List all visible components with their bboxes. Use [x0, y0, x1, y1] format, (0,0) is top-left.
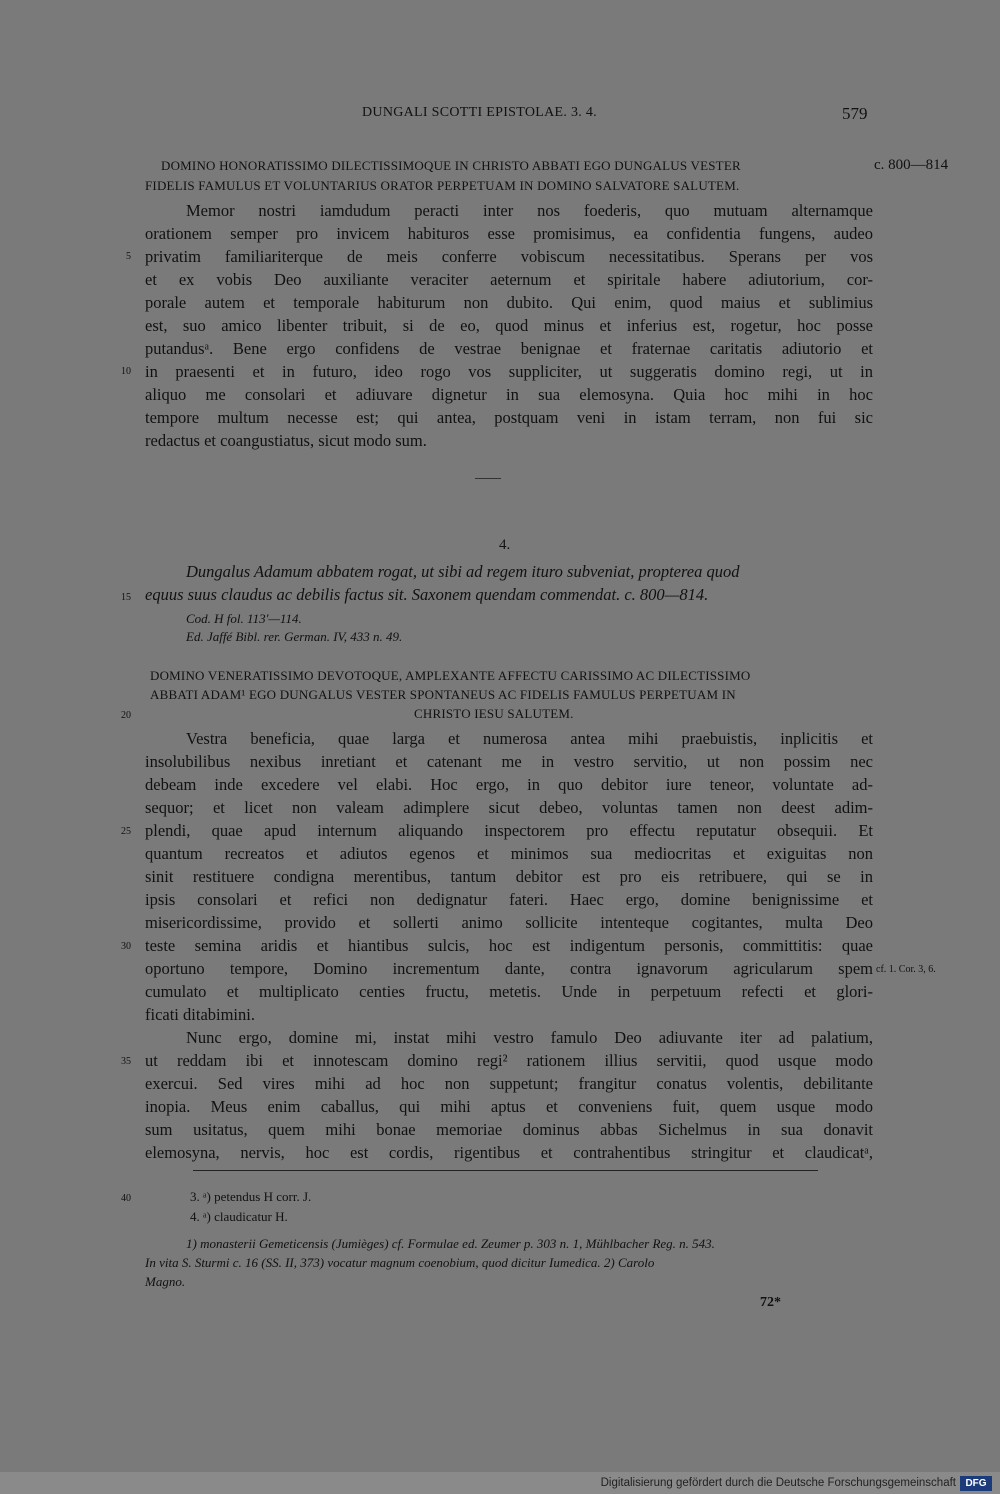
line-number: 30 [121, 941, 131, 952]
footnote-line-2: In vita S. Sturmi c. 16 (SS. II, 373) vocatur magnum coenobium, quod dicitur Iumedica. 2) Carolo [145, 1255, 655, 1270]
letter-number: 4. [499, 537, 511, 553]
footnote-rule [193, 1170, 818, 1171]
signature-mark: 72* [760, 1295, 781, 1310]
source-edition: Ed. Jaffé Bibl. rer. German. IV, 433 n. 49. [186, 629, 403, 644]
footnote-line-1: 1) monasterii Gemeticensis (Jumièges) cf. Formulae ed. Zeumer p. 303 n. 1, Mühlbacher Reg. n. 543. [186, 1236, 715, 1251]
line-number: 35 [121, 1056, 131, 1067]
letter3-address-line-2: FIDELIS FAMULUS ET VOLUNTARIUS ORATOR PERPETUAM IN DOMINO SALVATORE SALUTEM. [145, 178, 740, 193]
letter4-address-line-3: CHRISTO IESU SALUTEM. [414, 706, 574, 721]
letter4-line-15: ut reddam ibi et innotescam domino regi² rationem illius servitii, quod usque modo [145, 1051, 873, 1070]
line-number: 25 [121, 826, 131, 837]
letter4-line-16: exercui. Sed vires mihi ad hoc non suppetunt; frangitur conatus volentis, debilitante [145, 1074, 873, 1093]
letter3-line-3: privatim familiariterque de meis conferre vobiscum necessitatibus. Sperans per vos [145, 247, 873, 266]
letter3-line-1: Memor nostri iamdudum peracti inter nos foederis, quo mutuam alternamque [186, 201, 873, 220]
letter3-line-9: aliquo me consolari et adiuvare dignetur in sua elemosyna. Quia hoc mihi in hoc [145, 385, 873, 404]
letter4-line-17: inopia. Meus enim caballus, qui mihi aptus et conveniens fuit, quem usque modo [145, 1097, 873, 1116]
letter4-line-12: cumulato et multiplicato centies fructu, metetis. Unde in perpetuum refecti et glori- [145, 982, 873, 1001]
line-number: 10 [121, 366, 131, 377]
footer-credit: Digitalisierung gefördert durch die Deutsche Forschungsgemeinschaft [600, 1477, 956, 1489]
letter4-address-line-1: DOMINO VENERATISSIMO DEVOTOQUE, AMPLEXANTE AFFECTU CARISSIMO AC DILECTISSIMO [150, 668, 751, 683]
letter3-line-11: redactus et coangustiatus, sicut modo sum. [145, 431, 427, 450]
letter4-line-6: quantum recreatos et adiutos egenos et minimos sua mediocritas et exiguitas non [145, 844, 873, 863]
letter4-line-11: oportuno tempore, Domino incrementum dante, contra ignavorum agricularum spem [145, 959, 873, 978]
letter3-line-8: in praesenti et in futuro, ideo rogo vos suppliciter, ut suggeratis domino regi, ut in [145, 362, 873, 381]
letter4-summary-line-1: Dungalus Adamum abbatem rogat, ut sibi ad regem ituro subveniat, propterea quod [186, 562, 740, 581]
letter3-line-5: porale autem et temporale habiturum non dubito. Qui enim, quod maius et sublimius [145, 293, 873, 312]
letter4-line-13: ficati ditabimini. [145, 1005, 255, 1024]
letter4-line-4: sequor; et licet non valeam adimplere sicut debeo, voluntas tamen non deest adim- [145, 798, 873, 817]
letter3-line-2: orationem semper pro invicem habituros esse promisimus, ea confidentia fungens, audeo [145, 224, 873, 243]
letter4-line-9: misericordissime, provido et sollerti animo sollicite intenteque cogitantes, multa Deo [145, 913, 873, 932]
section-divider [475, 478, 501, 479]
date-margin-note: c. 800—814 [874, 157, 949, 173]
letter4-line-14: Nunc ergo, domine mi, instat mihi vestro famulo Deo adiuvante iter ad palatium, [186, 1028, 873, 1047]
letter4-line-8: ipsis consolari et refici non dedignatur fateri. Haec ergo, domine benignissime et [145, 890, 873, 909]
letter4-line-10: teste semina aridis et hiantibus sulcis, hoc est indigentum personis, committitis: quae [145, 936, 873, 955]
variant-note-1: 3. ᵃ) petendus H corr. J. [190, 1189, 312, 1204]
source-codex: Cod. H fol. 113'—114. [186, 611, 302, 626]
letter4-line-19: elemosyna, nervis, hoc est cordis, rigentibus et contrahentibus stringitur et claudicatᵃ, [145, 1143, 873, 1162]
letter4-line-18: sum usitatus, quem mihi bonae memoriae dominus abbas Sichelmus in sua donavit [145, 1120, 873, 1139]
line-number: 40 [121, 1193, 131, 1204]
dfg-logo[interactable]: DFG [960, 1476, 992, 1491]
letter3-address-line-1: DOMINO HONORATISSIMO DILECTISSIMOQUE IN CHRISTO ABBATI EGO DUNGALUS VESTER [161, 158, 741, 173]
letter3-line-4: et ex vobis Deo auxiliante veraciter aeternum et spiritale habere adiutorium, cor- [145, 270, 873, 289]
variant-note-2: 4. ᵃ) claudicatur H. [190, 1209, 288, 1224]
margin-reference: cf. 1. Cor. 3, 6. [876, 964, 936, 975]
letter4-line-5: plendi, quae apud internum aliquando inspectorem pro effectu reputatur obsequii. Et [145, 821, 873, 840]
letter4-line-3: debeam inde excedere vel elabi. Hoc ergo, in quo debitor iure teneor, voluntate ad- [145, 775, 873, 794]
letter4-summary-line-2: equus suus claudus ac debilis factus sit. Saxonem quendam commendat. c. 800—814. [145, 585, 709, 604]
line-number: 20 [121, 710, 131, 721]
letter3-line-7: putandusᵃ. Bene ergo confidens de vestrae benignae et fraternae caritatis adiutorio et [145, 339, 873, 358]
page-number: 579 [842, 104, 868, 123]
footnote-line-3: Magno. [145, 1274, 186, 1289]
running-title: DUNGALI SCOTTI EPISTOLAE. 3. 4. [362, 105, 597, 120]
line-number: 5 [126, 251, 131, 262]
letter4-address-line-2: ABBATI ADAM¹ EGO DUNGALUS VESTER SPONTANEUS AC FIDELIS FAMULUS PERPETUAM IN [150, 687, 736, 702]
letter4-line-2: insolubilibus nexibus inretiant et catenant me in vestro servitio, ut non possim nec [145, 752, 873, 771]
line-number: 15 [121, 592, 131, 603]
letter3-line-6: est, suo amico libenter tribuit, si de eo, quod minus et inferius est, rogetur, hoc posse [145, 316, 873, 335]
letter4-line-1: Vestra beneficia, quae larga et numerosa antea mihi praebuistis, inplicitis et [186, 729, 873, 748]
letter3-line-10: tempore multum necesse est; qui antea, postquam veni in istam terram, non fui sic [145, 408, 873, 427]
letter4-line-7: sinit restituere condigna merentibus, tantum debitor est pro eis retribuere, qui se in [145, 867, 873, 886]
